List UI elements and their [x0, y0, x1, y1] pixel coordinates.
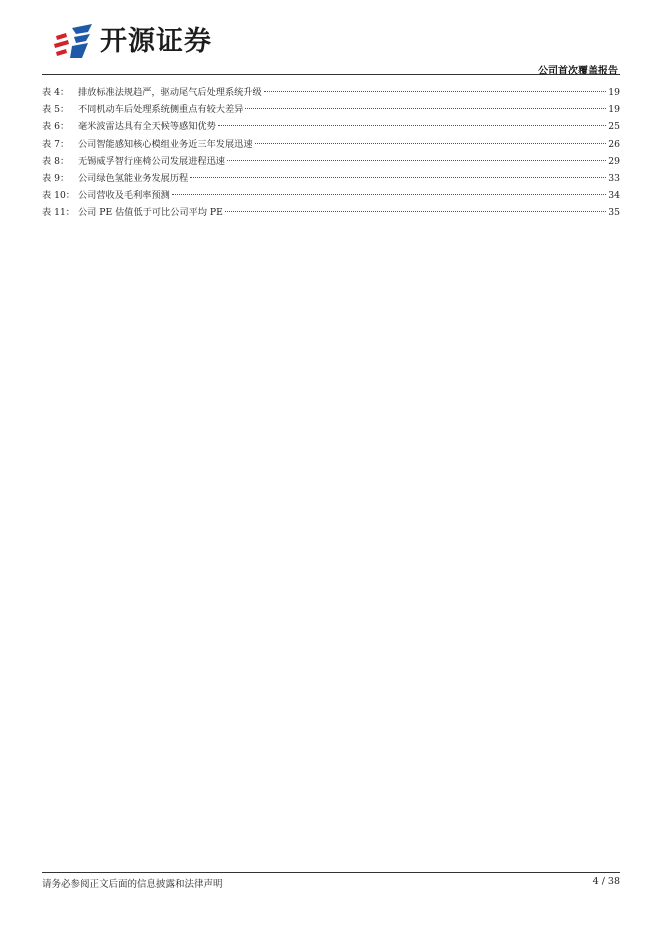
toc-entry-label: 表 5： — [42, 104, 70, 116]
toc-entry[interactable] — [42, 187, 620, 204]
toc-entry-label: 表 9： — [42, 172, 70, 184]
toc-entry-title[interactable]: 公司智能感知核心模组业务近三年发展迅速 — [78, 138, 253, 150]
toc-entry-page[interactable]: 34 — [608, 190, 620, 202]
toc-entry-page[interactable]: 33 — [608, 172, 620, 184]
toc-entry[interactable] — [42, 170, 620, 187]
toc-entry-label: 表 8： — [42, 155, 70, 167]
toc-entry-title[interactable]: 无锡威孚智行座椅公司发展进程迅速 — [78, 155, 225, 167]
toc-entry[interactable] — [42, 118, 620, 135]
toc-entry-label: 表 7： — [42, 138, 70, 150]
toc-dot-leader — [264, 91, 607, 92]
toc-entry-label: 表 4： — [42, 87, 70, 98]
toc-dot-leader — [225, 211, 607, 212]
toc-entry-page[interactable]: 29 — [608, 155, 620, 167]
company-logo — [52, 24, 212, 60]
header-divider — [42, 74, 620, 75]
toc-entry-title[interactable]: 公司营收及毛利率预测 — [78, 190, 170, 202]
toc-entry-page[interactable]: 35 — [608, 207, 620, 219]
toc-entry-label: 表 6： — [42, 121, 70, 133]
footer-page-number: 4 / 38 — [592, 876, 620, 887]
toc-dot-leader — [172, 194, 606, 195]
toc-entry[interactable] — [42, 204, 620, 221]
toc-entry-title[interactable]: 公司绿色氢能业务发展历程 — [78, 172, 189, 184]
logo-text: 开源证券 — [100, 26, 212, 57]
footer-divider — [42, 872, 620, 873]
logo-mark-icon — [52, 24, 96, 60]
toc-entry-title[interactable]: 不同机动车后处理系统侧重点有较大差异 — [78, 104, 244, 116]
toc-entry-page[interactable]: 26 — [608, 138, 620, 150]
report-type-label: 公司首次覆盖报告 — [538, 66, 618, 77]
toc-entry-label: 表 10： — [42, 190, 75, 202]
toc-entry-page[interactable]: 19 — [608, 87, 620, 98]
toc-entry-page[interactable]: 19 — [608, 104, 620, 116]
toc-dot-leader — [227, 160, 606, 161]
toc-entry-page[interactable]: 25 — [608, 121, 620, 133]
footer-disclaimer: 请务必参阅正文后面的信息披露和法律声明 — [42, 879, 223, 890]
toc-entry-label: 表 11： — [42, 207, 75, 219]
toc-entry[interactable] — [42, 153, 620, 170]
toc-entry-title[interactable]: 公司 PE 估值低于可比公司平均 PE — [78, 207, 223, 219]
toc-dot-leader — [190, 177, 606, 178]
toc-entry[interactable] — [42, 101, 620, 118]
toc-entry-title[interactable]: 排放标准法规趋严，驱动尾气后处理系统升级 — [78, 87, 262, 98]
toc-entry[interactable] — [42, 136, 620, 153]
toc-dot-leader — [245, 108, 606, 109]
toc-dot-leader — [255, 143, 607, 144]
table-of-tables — [42, 84, 620, 222]
toc-dot-leader — [218, 125, 606, 126]
toc-entry-title[interactable]: 毫米波雷达具有全天候等感知优势 — [78, 121, 216, 133]
toc-entry[interactable] — [42, 84, 620, 101]
